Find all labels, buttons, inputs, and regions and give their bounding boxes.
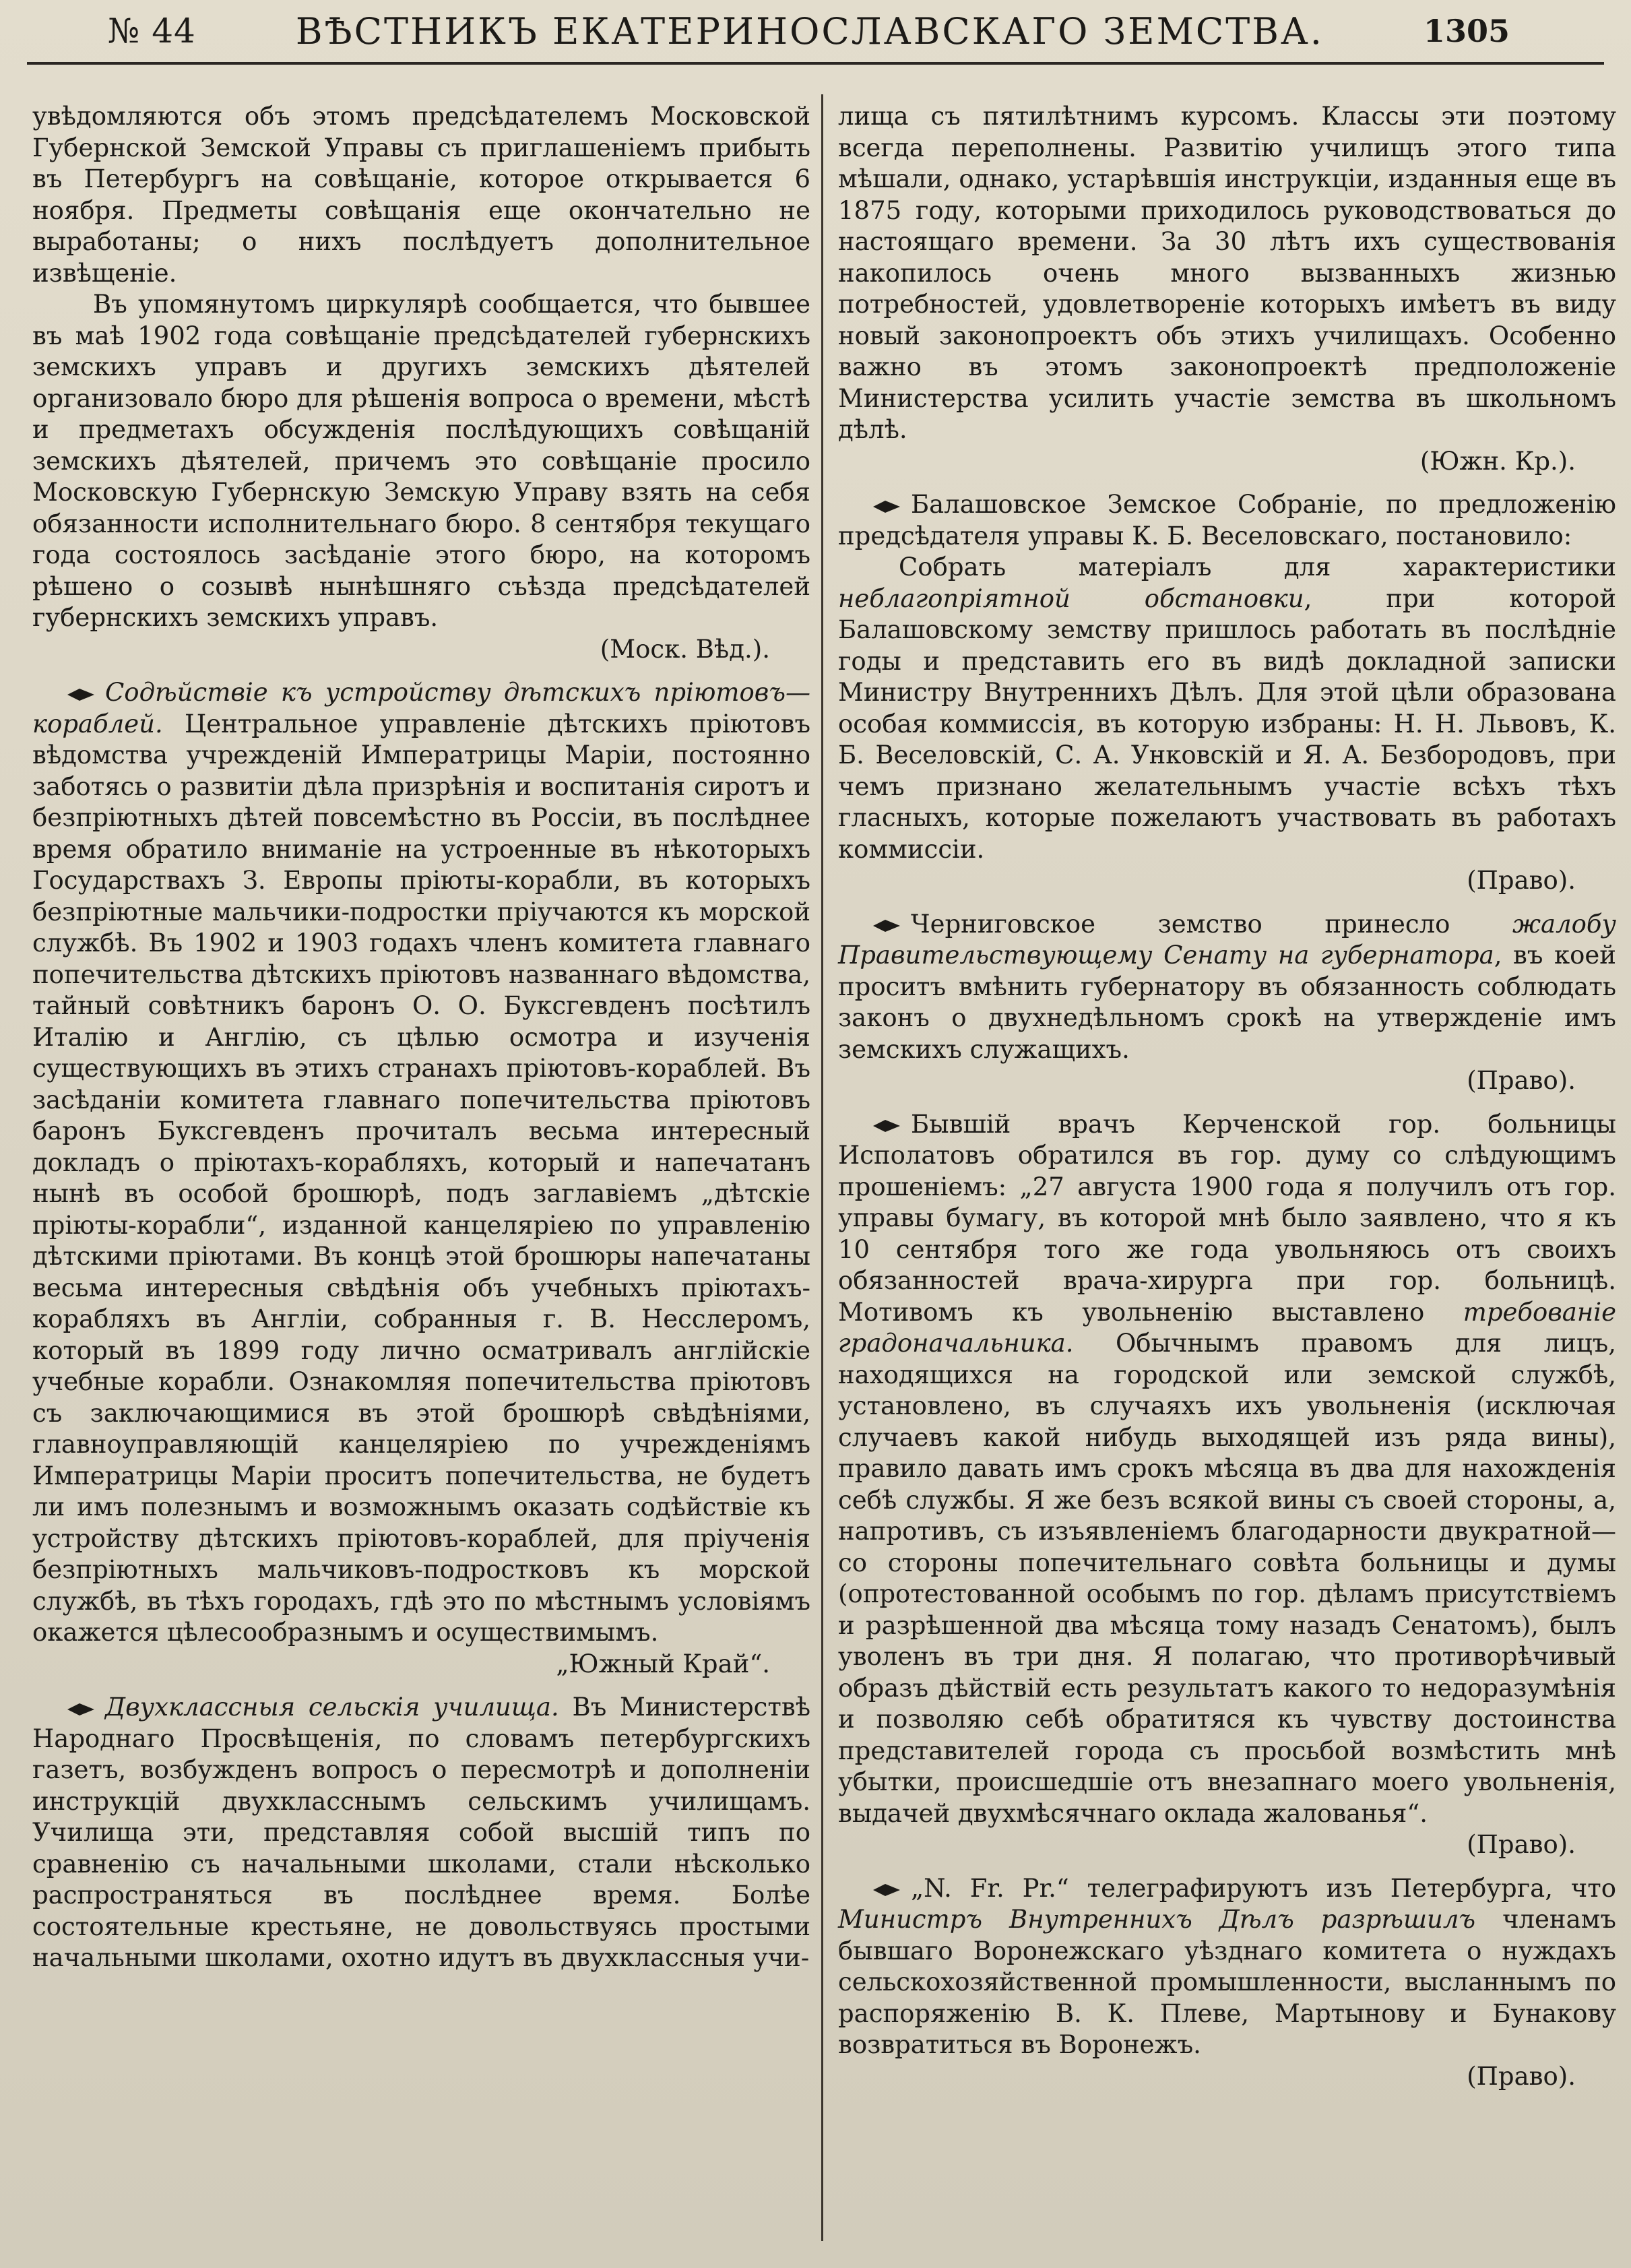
source-citation: (Право). bbox=[1467, 1830, 1576, 1859]
news-item bbox=[32, 677, 810, 1680]
paragraph bbox=[32, 289, 810, 665]
source-citation: (Южн. Кр.). bbox=[1419, 446, 1576, 476]
paragraph-text: Въ упомянутомъ циркулярѣ сообщается, что бывшее въ маѣ 1902 года совѣщаніе предсѣдателей губернскихъ земскихъ управъ и другихъ земскихъ дѣятелей организовало бюро для рѣшенія вопроса о времени, мѣстѣ и предметахъ обсужденія послѣдующихъ совѣщаній земскихъ дѣятелей, причемъ это совѣщаніе просило Московскую Губернскую Земскую Управу взять на себя обязанности исполнительнаго бюро. 8 сентября текущаго года состоялось засѣданіе этого бюро, на которомъ рѣшено о созывѣ нынѣшняго съѣзда предсѣдателей губернскихъ земскихъ управъ. bbox=[32, 290, 810, 632]
page-number: 1305 bbox=[1423, 13, 1510, 49]
item-body: „N. Fr. Pr.“ телеграфируютъ изъ Петербурга, что bbox=[910, 1873, 1616, 1903]
quoted-resolution bbox=[838, 552, 1616, 897]
news-item bbox=[838, 909, 1616, 1097]
article-columns bbox=[32, 101, 1616, 2241]
item-body: членамъ бывшаго Воронежскаго уѣзднаго комитета о нуждахъ сельскохозяйственной промышленности, высланнымъ по распоряженію В. К. Плеве, Мартынову и Бунакову возвратиться въ Воронежъ. bbox=[837, 1905, 1616, 2059]
paragraph: увѣдомляются объ этомъ предсѣдателемъ Московской Губернской Земской Управы съ приглашеніемъ прибыть въ Петербургъ на совѣщаніе, которое открывается 6 ноября. Предметы совѣщанія еще окончательно не выработаны; о нихъ послѣдуетъ дополнительное извѣщеніе. bbox=[32, 102, 810, 288]
news-item bbox=[838, 1109, 1616, 1861]
paragraph-text: лища съ пятилѣтнимъ курсомъ. Классы эти поэтому всегда переполнены. Развитію училищъ этого типа мѣшали, однако, устарѣвшія инструкціи, изданныя еще въ 1875 году, которыми приходилось руководствоваться до настоящаго времени. За 30 лѣтъ ихъ существованія накопилось очень много вызванныхъ жизнью потребностей, удовлетвореніе которыхъ имѣетъ въ виду новый законопроектъ объ этихъ училищахъ. Особенно важно въ этомъ законопроектѣ предположеніе Министерства усилить участіе земства въ школьномъ дѣлѣ. bbox=[837, 102, 1616, 444]
news-item bbox=[32, 1692, 810, 1974]
news-item bbox=[838, 489, 1616, 552]
news-item bbox=[838, 1873, 1616, 2093]
item-title: Двухклассныя сельскія училища. bbox=[105, 1693, 559, 1722]
source-citation: (Право). bbox=[1467, 866, 1576, 895]
pointing-hand-icon bbox=[66, 688, 96, 701]
page-header bbox=[27, 0, 1604, 65]
issue-number: № 44 bbox=[108, 11, 196, 51]
masthead-title: ВѢСТНИКЪ ЕКАТЕРИНОСЛАВСКАГО ЗЕМСТВА. bbox=[295, 9, 1324, 53]
item-body: Черниговское земство принесло bbox=[910, 909, 1512, 939]
source-citation: (Право). bbox=[1467, 1066, 1576, 1095]
pointing-hand-icon bbox=[872, 500, 901, 513]
item-body: Въ Министерствѣ Народнаго Просвѣщенія, по словамъ петербургскихъ газетъ, возбужденъ вопросъ о пересмотрѣ и дополненіи инструкцій двухкласснымъ сельскимъ училищамъ. Училища эти, представляя собой высшій типъ по сравненію съ начальными школами, стали нѣсколько распространяться въ послѣднее время. Болѣе состоятельные крестьяне, не довольствуясь простыми начальными школами, охотно идутъ въ двухклассныя учи- bbox=[32, 1693, 811, 1972]
right-column bbox=[823, 101, 1616, 2241]
item-body: Центральное управленіе дѣтскихъ пріютовъ вѣдомства учрежденій Императрицы Маріи, постоянно заботясь о развитіи дѣла призрѣнія и воспитанія сиротъ и безпріютныхъ дѣтей повсемѣстно въ Россіи, въ послѣднее время обратило вниманіе на устроенные въ нѣкоторыхъ Государствахъ З. Европы пріюты-корабли, въ которыхъ безпріютные мальчики-подростки пріучаются къ морской службѣ. Въ 1902 и 1903 годахъ членъ комитета главнаго попечительства дѣтскихъ пріютовъ названнаго вѣдомства, тайный совѣтникъ баронъ О. О. Буксгевденъ посѣтилъ Италію и Англію, съ цѣлью осмотра и изученія существующихъ въ этихъ странахъ пріютовъ-кораблей. Въ засѣданіи комитета главнаго попечительства пріютовъ баронъ Буксгевденъ прочиталъ весьма интересный докладъ о пріютахъ-корабляхъ, который и напечатанъ нынѣ въ особой брошюрѣ, подъ заглавіемъ „дѣтскіе пріюты-корабли“, изданной канцеляріею по управленію дѣтскими пріютами. Въ концѣ этой брошюры напечатаны весьма интересныя свѣдѣнія объ учебныхъ пріютахъ-корабляхъ въ Англіи, собранныя г. В. Несслеромъ, который въ 1899 году лично осматривалъ англійскіе учебные корабли. Ознакомляя попечительства пріютовъ съ заключающимися въ этой брошюрѣ свѣдѣніями, главноуправляющій канцеляріею по учрежденіямъ Императрицы Маріи проситъ попечительства, не будетъ ли имъ полезнымъ и возможнымъ оказать содѣйствіе къ устройству дѣтскихъ пріютовъ-кораблей, для пріученія безпріютныхъ мальчиковъ-подростковъ къ морской службѣ, въ тѣхъ городахъ, гдѣ это по мѣстнымъ условіямъ окажется цѣлесообразнымъ и осуществимымъ. bbox=[32, 709, 810, 1647]
item-body: Бывшій врачъ Керченской гор. больницы Исполатовъ обратился въ гор. думу со слѣдующимъ прошеніемъ: „27 августа 1900 года я получилъ отъ гор. управы бумагу, въ которой мнѣ было заявлено, что я къ 10 сентября того же года увольняюсь отъ своихъ обязанностей врача-хирурга при гор. больницѣ. Мотивомъ къ увольненію выставлено bbox=[837, 1109, 1616, 1327]
pointing-hand-icon bbox=[872, 1883, 901, 1897]
quote-text: Собрать матеріалъ для характеристики bbox=[898, 553, 1616, 581]
paragraph bbox=[838, 101, 1616, 477]
item-body: , въ коей проситъ вмѣнить губернатору въ обязанность соблюдать законъ о двухнедѣльномъ срокѣ на утвержденіе имъ земскихъ служащихъ. bbox=[837, 941, 1616, 1064]
source-citation: (Право). bbox=[1467, 2061, 1576, 2091]
emphasis: неблагопріятной обстановки bbox=[837, 584, 1304, 613]
emphasis: жалобу Правительствующему Сенату на губернатора bbox=[837, 909, 1616, 970]
source-citation: (Моск. Вѣд.). bbox=[600, 634, 770, 664]
source-citation: „Южный Край“. bbox=[556, 1649, 770, 1678]
pointing-hand-icon bbox=[66, 1703, 96, 1716]
quote-text: , при которой Балашовскому земству пришлось работать въ послѣдніе годы и представить его въ видѣ докладной записки Министру Внутреннихъ Дѣлъ. Для этой цѣли образована особая коммиссія, въ которую избраны: Н. Н. Львовъ, К. Б. Веселовскій, С. А. Унковскій и Я. А. Безбородовъ, при чемъ признано желательнымъ участіе всѣхъ тѣхъ гласныхъ, которые пожелаютъ участвовать въ работахъ коммиссіи. bbox=[837, 584, 1616, 864]
emphasis: Министръ Внутреннихъ Дѣлъ разрѣшилъ bbox=[837, 1905, 1476, 1934]
item-title: Содѣйствіе къ устройству дѣтскихъ пріютовъ—кораблей. bbox=[32, 678, 810, 738]
item-body: Балашовское Земское Собраніе, по предложенію предсѣдателя управы К. Б. Веселовскаго, постановило: bbox=[837, 490, 1616, 550]
pointing-hand-icon bbox=[872, 1119, 901, 1133]
item-body: Обычнымъ правомъ для лицъ, находящихся на городской или земской службѣ, установлено, въ случаяхъ ихъ увольненія (исключая случаевъ какой нибудь выходящей изъ ряда вины), правило давать имъ срокъ мѣсяца въ два для нахожденія себѣ службы. Я же безъ всякой вины съ своей стороны, а, напротивъ, съ изъявленіемъ благодарности двукратной—со стороны попечительнаго совѣта больницы и думы (опротестованной особымъ по гор. дѣламъ присутствіемъ и разрѣшенной два мѣсяца тому назадъ Сенатомъ), былъ уволенъ въ три дня. Я полагаю, что противорѣчивый образъ дѣйствій есть результатъ какого то недоразумѣнія и позволяю себѣ обратитяся къ чувству достоинства представителей города съ просьбой возмѣстить мнѣ убытки, происшедшіе отъ внезапнаго моего увольненія, выдачей двухмѣсячнаго оклада жалованья“. bbox=[837, 1329, 1616, 1828]
pointing-hand-icon bbox=[872, 919, 901, 933]
left-column bbox=[32, 101, 821, 2241]
emphasis: требованіе градоначальника. bbox=[837, 1297, 1616, 1358]
